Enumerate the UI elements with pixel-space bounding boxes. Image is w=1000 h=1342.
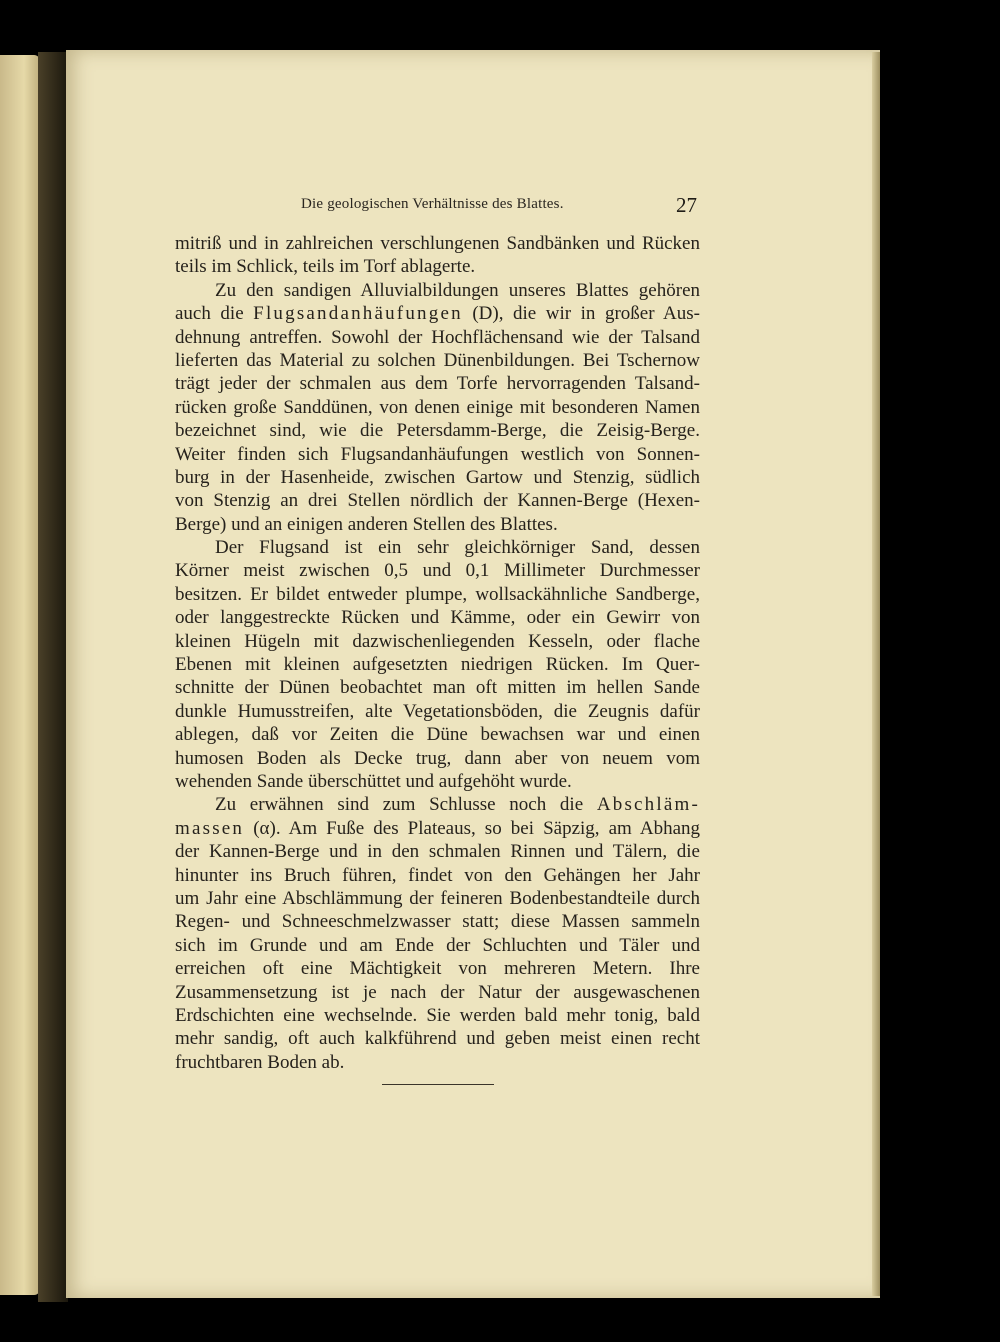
text-span: Zu erwähnen sind zum Schlusse noch die [215, 794, 597, 816]
spaced-term: Flugsandanhäufungen [253, 303, 463, 325]
text-line: mehr sandig, oft auch kalkführend und geben meist einen recht [175, 1028, 700, 1050]
text-line: sich im Grunde und am Ende der Schluchten und Täler und [175, 934, 700, 956]
text-line: besitzen. Er bildet entweder plumpe, wollsackähnliche Sandberge, [175, 583, 700, 605]
text-line: Ebenen mit kleinen aufgesetzten niedrigen Rücken. Im Quer- [175, 654, 700, 676]
text-line: Zu den sandigen Alluvialbildungen unseres Blattes gehören [215, 279, 700, 301]
page-edge [872, 52, 880, 1296]
text-line: burg in der Hasenheide, zwischen Gartow und Stenzig, südlich [175, 466, 700, 488]
text-line: oder langgestreckte Rücken und Kämme, oder ein Gewirr von [175, 607, 700, 629]
spaced-term: Abschläm- [596, 794, 700, 816]
left-page-edge [0, 55, 40, 1295]
book-gutter [38, 52, 68, 1302]
text-line: Der Flugsand ist ein sehr gleichkörniger Sand, dessen [215, 537, 700, 559]
text-line: fruchtbaren Boden ab. [175, 1051, 345, 1073]
text-line: kleinen Hügeln mit dazwischenliegenden Kesseln, oder flache [175, 630, 700, 652]
text-line: Zusammensetzung ist je nach der Natur der ausgewaschenen [175, 981, 700, 1003]
text-line: hinunter ins Bruch führen, findet von den Gehängen her Jahr [175, 864, 700, 886]
section-rule [382, 1084, 494, 1085]
text-line: Berge) und an einigen anderen Stellen des Blattes. [175, 513, 558, 535]
running-title: Die geologischen Verhältnisse des Blattes. [301, 196, 564, 212]
text-line: dunkle Humusstreifen, alte Vegetationsböden, die Zeugnis dafür [175, 700, 700, 722]
page-number: 27 [676, 193, 697, 217]
text-span: (α). Am Fuße des Plateaus, so bei Säpzig, am Abhang [244, 817, 700, 839]
text-line: mitriß und in zahlreichen verschlungenen Sandbänken und Rücken [175, 233, 700, 254]
text-line: bezeichnet sind, wie die Petersdamm-Berge, die Zeisig-Berge. [175, 420, 700, 442]
text-line: der Kannen-Berge und in den schmalen Rinnen und Tälern, die [175, 841, 700, 863]
text-line [175, 793, 700, 816]
text-line: Erdschichten eine wechselnde. Sie werden bald mehr tonig, bald [175, 1004, 700, 1026]
text-span: (D), die wir in großer Aus- [462, 303, 700, 325]
text-line: von Stenzig an drei Stellen nördlich der Kannen-Berge (Hexen- [175, 490, 700, 512]
text-line: wehenden Sande überschüttet und aufgehöht wurde. [175, 770, 572, 792]
text-line: dehnung antreffen. Sowohl der Hochflächensand wie der Talsand [175, 326, 700, 348]
text-line: erreichen oft eine Mächtigkeit von mehreren Metern. Ihre [175, 958, 700, 980]
running-head [175, 194, 703, 220]
text-line: Weiter finden sich Flugsandanhäufungen westlich von Sonnen- [175, 443, 700, 465]
text-line [175, 302, 700, 325]
text-line: Körner meist zwischen 0,5 und 0,1 Millimeter Durchmesser [175, 560, 700, 582]
text-line: Regen- und Schneeschmelzwasser statt; diese Massen sammeln [175, 911, 700, 933]
text-line: ablegen, daß vor Zeiten die Düne bewachsen war und einen [175, 724, 700, 746]
text-line: humosen Boden als Decke trug, dann aber von neuem vom [175, 747, 700, 769]
text-line: rücken große Sanddünen, von denen einige mit besonderen Namen [175, 396, 700, 418]
text-line: schnitte der Dünen beobachtet man oft mitten im hellen Sande [175, 677, 700, 699]
text-line: teils im Schlick, teils im Torf ablagerte. [175, 256, 476, 278]
text-line: um Jahr eine Abschlämmung der feineren Bodenbestandteile durch [175, 887, 700, 909]
body-text [175, 232, 700, 1074]
spaced-term: massen [175, 817, 245, 839]
text-span: auch die [175, 303, 254, 325]
text-line: lieferten das Material zu solchen Dünenbildungen. Bei Tschernow [175, 349, 700, 371]
text-line [175, 817, 700, 840]
text-line: trägt jeder der schmalen aus dem Torfe hervorragenden Talsand- [175, 373, 700, 395]
